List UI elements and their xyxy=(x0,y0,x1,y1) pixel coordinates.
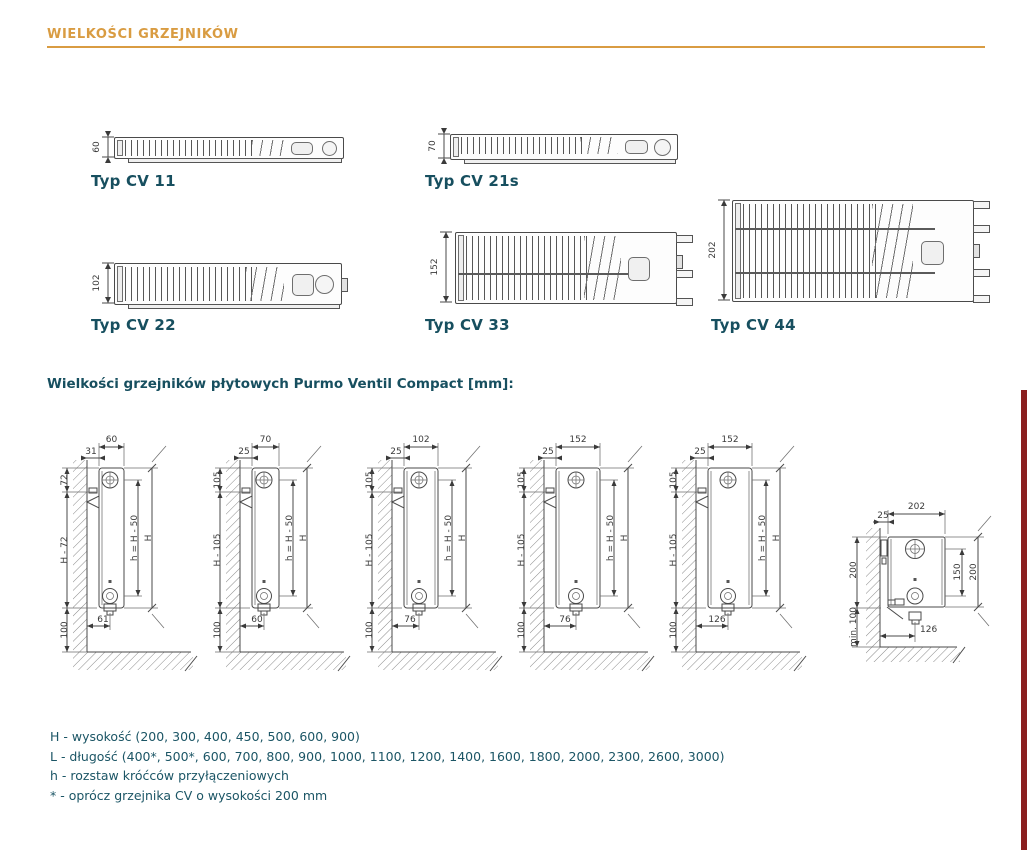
page-title: WIELKOŚCI GRZEJNIKÓW xyxy=(47,27,239,42)
wall-hatch xyxy=(866,528,880,662)
dim-pitch: h = H - 50 xyxy=(130,514,140,562)
dim-mid-seg: H - 105 xyxy=(213,533,223,567)
dim-height: H xyxy=(620,534,630,542)
pipe-stub xyxy=(676,298,693,306)
legend-line-length: L - długość (400*, 500*, 600, 700, 800, 900, 1000, 1100, 1200, 1400, 1600, 1800, 2000, 2300, 2600, 3000) xyxy=(50,748,725,764)
pipe-stub xyxy=(973,225,990,233)
page-edge-red-bar xyxy=(1021,390,1027,850)
radiator-body xyxy=(404,468,438,608)
dim-conn: 76 xyxy=(404,615,416,625)
floor-hatch xyxy=(880,647,960,662)
depth-value: 60 xyxy=(92,141,102,153)
dim-top-seg: 105 xyxy=(517,471,527,489)
dim-wall-gap: 25 xyxy=(694,447,706,457)
type-label-cv22: Typ CV 22 xyxy=(91,316,176,334)
dim-depth: 152 xyxy=(721,435,739,445)
side-view-cv11 xyxy=(55,430,205,680)
dim-wall-gap: 25 xyxy=(877,511,889,521)
dim-pitch: h = H - 50 xyxy=(285,514,295,562)
type-label-cv33: Typ CV 33 xyxy=(425,316,510,334)
convector-pattern xyxy=(580,137,618,154)
pipe-stub xyxy=(676,270,693,278)
radiator-top-view-cv21s xyxy=(450,134,678,160)
legend-line-footnote: * - oprócz grzejnika CV o wysokości 200 mm xyxy=(50,787,328,803)
depth-value: 152 xyxy=(430,258,440,276)
radiator-top-view-cv22 xyxy=(114,263,342,305)
fin-pattern xyxy=(125,140,257,156)
type-label-cv11: Typ CV 11 xyxy=(91,172,176,190)
dim-pitch: h = H - 50 xyxy=(758,514,768,562)
radiator-body xyxy=(708,468,752,608)
dim-depth: 152 xyxy=(569,435,587,445)
fin-pattern xyxy=(743,204,877,298)
radiator-body xyxy=(99,468,124,608)
dim-pitch: h = H - 50 xyxy=(444,514,454,562)
side-view-cv44 xyxy=(664,430,814,680)
dim-floor-seg: 100 xyxy=(60,621,70,639)
dim-pipe-pitch: 150 xyxy=(953,563,963,581)
dim-height: H xyxy=(144,534,154,542)
valve-knob xyxy=(654,139,671,156)
floor-hatch xyxy=(87,652,193,670)
end-cap xyxy=(735,203,741,299)
dim-height: H xyxy=(299,534,309,542)
depth-dim-cv21s xyxy=(424,126,450,166)
pipe-stub xyxy=(973,269,990,277)
dim-floor-seg: 100 xyxy=(517,621,527,639)
end-cap xyxy=(453,137,459,157)
valve-knob xyxy=(315,275,334,294)
dim-top-seg: 105 xyxy=(213,471,223,489)
depth-dim-cv33 xyxy=(426,224,452,310)
valve-housing xyxy=(291,142,314,155)
dim-height: H xyxy=(458,534,468,542)
fin-pattern xyxy=(125,267,252,301)
depth-value: 202 xyxy=(708,241,718,259)
side-connector-tab xyxy=(973,244,980,258)
dim-wall-height: 200 xyxy=(849,561,859,579)
dim-wall-gap: 31 xyxy=(85,447,97,457)
dim-conn: 126 xyxy=(920,625,938,635)
convector-pattern xyxy=(872,204,913,298)
dim-depth: 70 xyxy=(259,435,272,445)
radiator-body xyxy=(888,537,945,607)
type-label-cv44: Typ CV 44 xyxy=(711,316,796,334)
corner-detail-cv44 xyxy=(845,470,1005,670)
section-heading: Wielkości grzejników płytowych Purmo Ventil Compact [mm]: xyxy=(47,376,514,392)
dim-floor-seg: 100 xyxy=(213,621,223,639)
dim-floor-clearance: min. 100 xyxy=(849,607,859,647)
dim-depth: 60 xyxy=(105,435,118,445)
end-cap xyxy=(117,140,123,156)
radiator-body xyxy=(252,468,279,608)
dim-pitch: h = H - 50 xyxy=(606,514,616,562)
dim-depth: 202 xyxy=(907,502,926,512)
side-connector-tab xyxy=(341,278,348,292)
pipe-stub xyxy=(676,235,693,243)
dim-wall-gap: 25 xyxy=(542,447,554,457)
radiator-top-view-cv33 xyxy=(455,232,677,304)
dim-height: H xyxy=(772,534,782,542)
radiator-top-view-cv11 xyxy=(114,137,344,159)
radiator-top-view-cv44 xyxy=(732,200,974,302)
end-cap xyxy=(117,266,123,302)
dim-mid-seg: H - 105 xyxy=(517,533,527,567)
side-view-cv22 xyxy=(360,430,510,680)
end-cap xyxy=(458,235,464,301)
dim-top-seg: 72 xyxy=(60,474,70,486)
panel-divider xyxy=(458,273,641,275)
convector-pattern xyxy=(252,140,286,156)
depth-dim-cv44 xyxy=(704,192,730,308)
valve-knob xyxy=(322,141,337,156)
radiator-body xyxy=(556,468,600,608)
dim-wall-gap: 25 xyxy=(390,447,402,457)
depth-dim-cv11 xyxy=(88,129,114,165)
dim-mid-seg: H - 105 xyxy=(669,533,679,567)
panel-divider xyxy=(735,228,935,230)
legend xyxy=(50,727,725,805)
side-view-cv21s xyxy=(208,430,358,680)
dim-mid-seg: H - 105 xyxy=(365,533,375,567)
valve-housing xyxy=(292,274,314,295)
fin-pattern xyxy=(466,236,589,300)
base-strip xyxy=(128,158,342,163)
legend-line-height: H - wysokość (200, 300, 400, 450, 500, 600, 900) xyxy=(50,729,360,744)
dim-floor-seg: 100 xyxy=(365,621,375,639)
base-strip xyxy=(128,304,340,309)
dim-conn: 61 xyxy=(97,615,109,625)
dim-mid-seg: H - 72 xyxy=(60,536,70,564)
type-label-cv21s: Typ CV 21s xyxy=(425,172,519,190)
dim-wall-gap: 25 xyxy=(238,447,250,457)
depth-value: 102 xyxy=(92,274,102,292)
valve-housing xyxy=(625,140,647,154)
wall-hatch xyxy=(73,460,87,670)
panel-divider xyxy=(735,272,935,274)
convector-pattern xyxy=(584,236,621,300)
convector-pattern xyxy=(246,267,284,301)
valve-housing xyxy=(921,241,945,265)
dim-conn: 60 xyxy=(251,615,263,625)
fin-pattern xyxy=(461,137,585,154)
base-strip xyxy=(464,159,676,164)
depth-dim-cv22 xyxy=(88,255,114,311)
pipe-stub xyxy=(973,295,990,303)
dim-depth: 102 xyxy=(412,435,430,445)
dim-total-height: 200 xyxy=(969,563,979,581)
dim-conn: 76 xyxy=(559,615,571,625)
side-connector-tab xyxy=(676,255,683,269)
dim-top-seg: 105 xyxy=(669,471,679,489)
dim-floor-seg: 100 xyxy=(669,621,679,639)
side-view-cv33 xyxy=(512,430,662,680)
dim-top-seg: 105 xyxy=(365,471,375,489)
title-underline xyxy=(47,46,985,48)
depth-value: 70 xyxy=(428,140,438,152)
valve-housing xyxy=(628,257,650,281)
legend-line-pitch: h - rozstaw króćców przyłączeniowych xyxy=(50,768,289,783)
pipe-stub xyxy=(973,201,990,209)
dim-conn: 126 xyxy=(708,615,726,625)
